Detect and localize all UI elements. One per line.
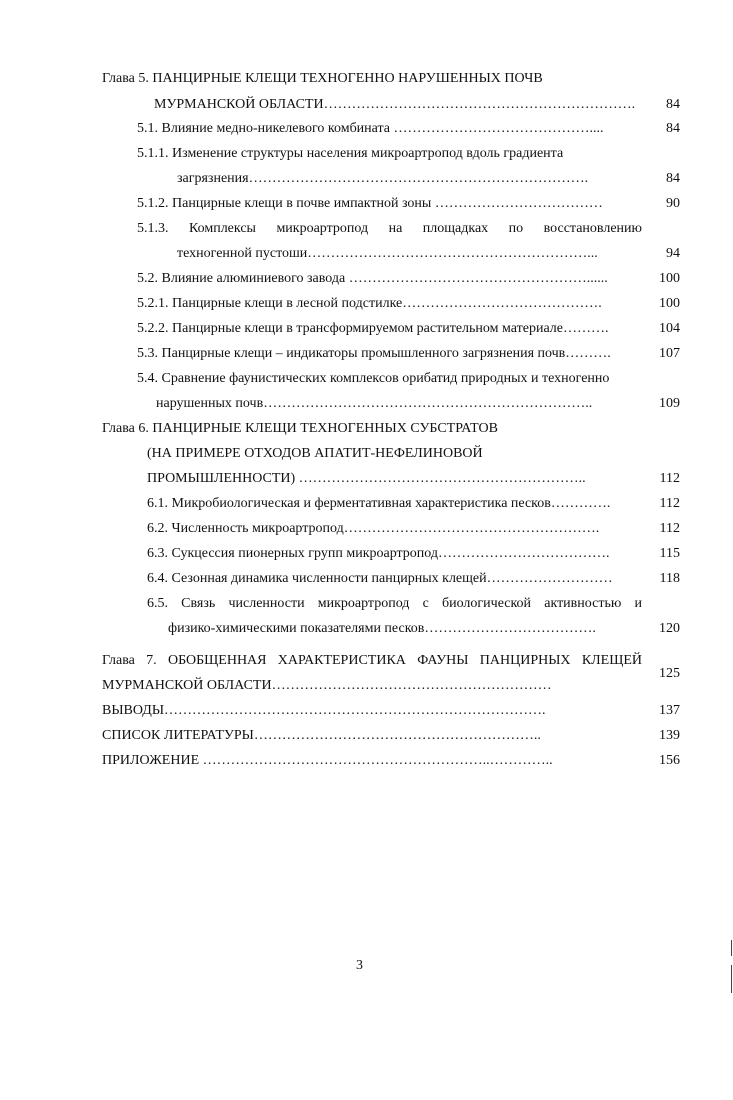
- toc-page-number: 120: [659, 621, 680, 636]
- toc-references: СПИСОК ЛИТЕРАТУРЫ……………………………………………………..: [102, 728, 541, 743]
- word: площадках: [422, 221, 489, 236]
- word: Глава: [102, 653, 135, 668]
- word: Связь: [181, 596, 216, 611]
- toc-section-5-1-1-cont: загрязнения……………………………………………………………….: [177, 171, 589, 186]
- toc-page-number: 115: [659, 546, 680, 561]
- toc-section-5-1-2: 5.1.2. Панцирные клещи в почве импактной зоны ………………………………: [137, 196, 603, 211]
- toc-page-number: 107: [659, 346, 680, 361]
- toc-page-number: 100: [659, 296, 680, 311]
- word: численности: [228, 596, 305, 611]
- toc-section-5-1-3-cont: техногенной пустоши……………………………………………………...: [177, 246, 598, 261]
- word: ФАУНЫ: [417, 653, 469, 668]
- scan-mark: [731, 940, 732, 956]
- word: КЛЕЩЕЙ: [581, 653, 642, 668]
- toc-page-number: 84: [666, 121, 680, 136]
- toc-section-5-2: 5.2. Влияние алюминиевого завода ……………………………………………......: [137, 271, 608, 286]
- toc-chapter-7-title-cont: МУРМАНСКОЙ ОБЛАСТИ……………………………………………………: [102, 678, 552, 693]
- toc-section-6-1: 6.1. Микробиологическая и ферментативная характеристика песков………….: [147, 496, 611, 511]
- word: и: [634, 596, 642, 611]
- toc-section-6-2: 6.2. Численность микроартропод……………………………………………….: [147, 521, 600, 536]
- word: восстановлению: [543, 221, 642, 236]
- toc-chapter-6-title: Глава 6. ПАНЦИРНЫЕ КЛЕЩИ ТЕХНОГЕННЫХ СУБСТРАТОВ: [102, 421, 498, 436]
- word: Комплексы: [188, 221, 256, 236]
- toc-page-number: 94: [666, 246, 680, 261]
- word: активностью: [544, 596, 622, 611]
- toc-section-6-5: [147, 595, 642, 613]
- word: микроартропод: [276, 221, 369, 236]
- toc-chapter-6-title-cont: ПРОМЫШЛЕННОСТИ) ……………………………………………………..: [147, 471, 586, 486]
- word: ХАРАКТЕРИСТИКА: [277, 653, 406, 668]
- toc-page-number: 118: [659, 571, 680, 586]
- toc-chapter-6-title-cont: (НА ПРИМЕРЕ ОТХОДОВ АПАТИТ-НЕФЕЛИНОВОЙ: [147, 446, 483, 461]
- toc-section-6-4: 6.4. Сезонная динамика численности панцирных клещей………………………: [147, 571, 613, 586]
- toc-page-number: 104: [659, 321, 680, 336]
- toc-page-number: 100: [659, 271, 680, 286]
- toc-section-5-1-3: [137, 220, 642, 238]
- toc-chapter-5-title: Глава 5. ПАНЦИРНЫЕ КЛЕЩИ ТЕХНОГЕННО НАРУШЕННЫХ ПОЧВ: [102, 71, 543, 86]
- toc-appendix: ПРИЛОЖЕНИЕ ……………………………………………………..…………..: [102, 753, 553, 768]
- toc-section-6-3: 6.3. Сукцессия пионерных групп микроартропод……………………………….: [147, 546, 610, 561]
- toc-page-number: 112: [659, 471, 680, 486]
- toc-section-5-4: 5.4. Сравнение фаунистических комплексов орибатид природных и техногенно: [137, 371, 610, 386]
- toc-section-6-5-cont: физико-химическими показателями песков……………………………….: [168, 621, 596, 636]
- toc-page-number: 139: [659, 728, 680, 743]
- toc-page-number: 109: [659, 396, 680, 411]
- word: ПАНЦИРНЫХ: [479, 653, 571, 668]
- word: по: [508, 221, 524, 236]
- toc-conclusions: ВЫВОДЫ……………………………………………………………………….: [102, 703, 546, 718]
- toc-section-5-2-1: 5.2.1. Панцирные клещи в лесной подстилке…………………………………….: [137, 296, 602, 311]
- toc-section-5-1: 5.1. Влияние медно-никелевого комбината ……………………………………....: [137, 121, 604, 136]
- word: на: [388, 221, 403, 236]
- toc-section-5-4-cont: нарушенных почв……………………………………………………………..: [156, 396, 593, 411]
- toc-section-5-1-1: 5.1.1. Изменение структуры населения микроартропод вдоль градиента: [137, 146, 564, 161]
- word: ОБОБЩЕННАЯ: [167, 653, 267, 668]
- scan-mark: [731, 965, 732, 993]
- toc-chapter-7-title: [102, 652, 642, 670]
- word: 5.1.3.: [137, 221, 169, 236]
- toc-page-number: 112: [659, 521, 680, 536]
- toc-page-number: 112: [659, 496, 680, 511]
- word: микроартропод: [317, 596, 410, 611]
- word: 6.5.: [147, 596, 168, 611]
- toc-page-number: 156: [659, 753, 680, 768]
- toc-chapter-5-title-cont: МУРМАНСКОЙ ОБЛАСТИ………………………………………………………….: [154, 97, 636, 112]
- page-number: 3: [356, 958, 363, 973]
- toc-page-number: 137: [659, 703, 680, 718]
- toc-section-5-3: 5.3. Панцирные клещи – индикаторы промышленного загрязнения почв……….: [137, 346, 611, 361]
- toc-page-number: 90: [666, 196, 680, 211]
- word: 7.: [146, 653, 157, 668]
- toc-page-number: 84: [666, 171, 680, 186]
- toc-page-number: 84: [666, 97, 680, 112]
- toc-section-5-2-2: 5.2.2. Панцирные клещи в трансформируемом растительном материале……….: [137, 321, 609, 336]
- toc-page-number: 125: [659, 666, 680, 681]
- word: с: [422, 596, 429, 611]
- word: биологической: [442, 596, 532, 611]
